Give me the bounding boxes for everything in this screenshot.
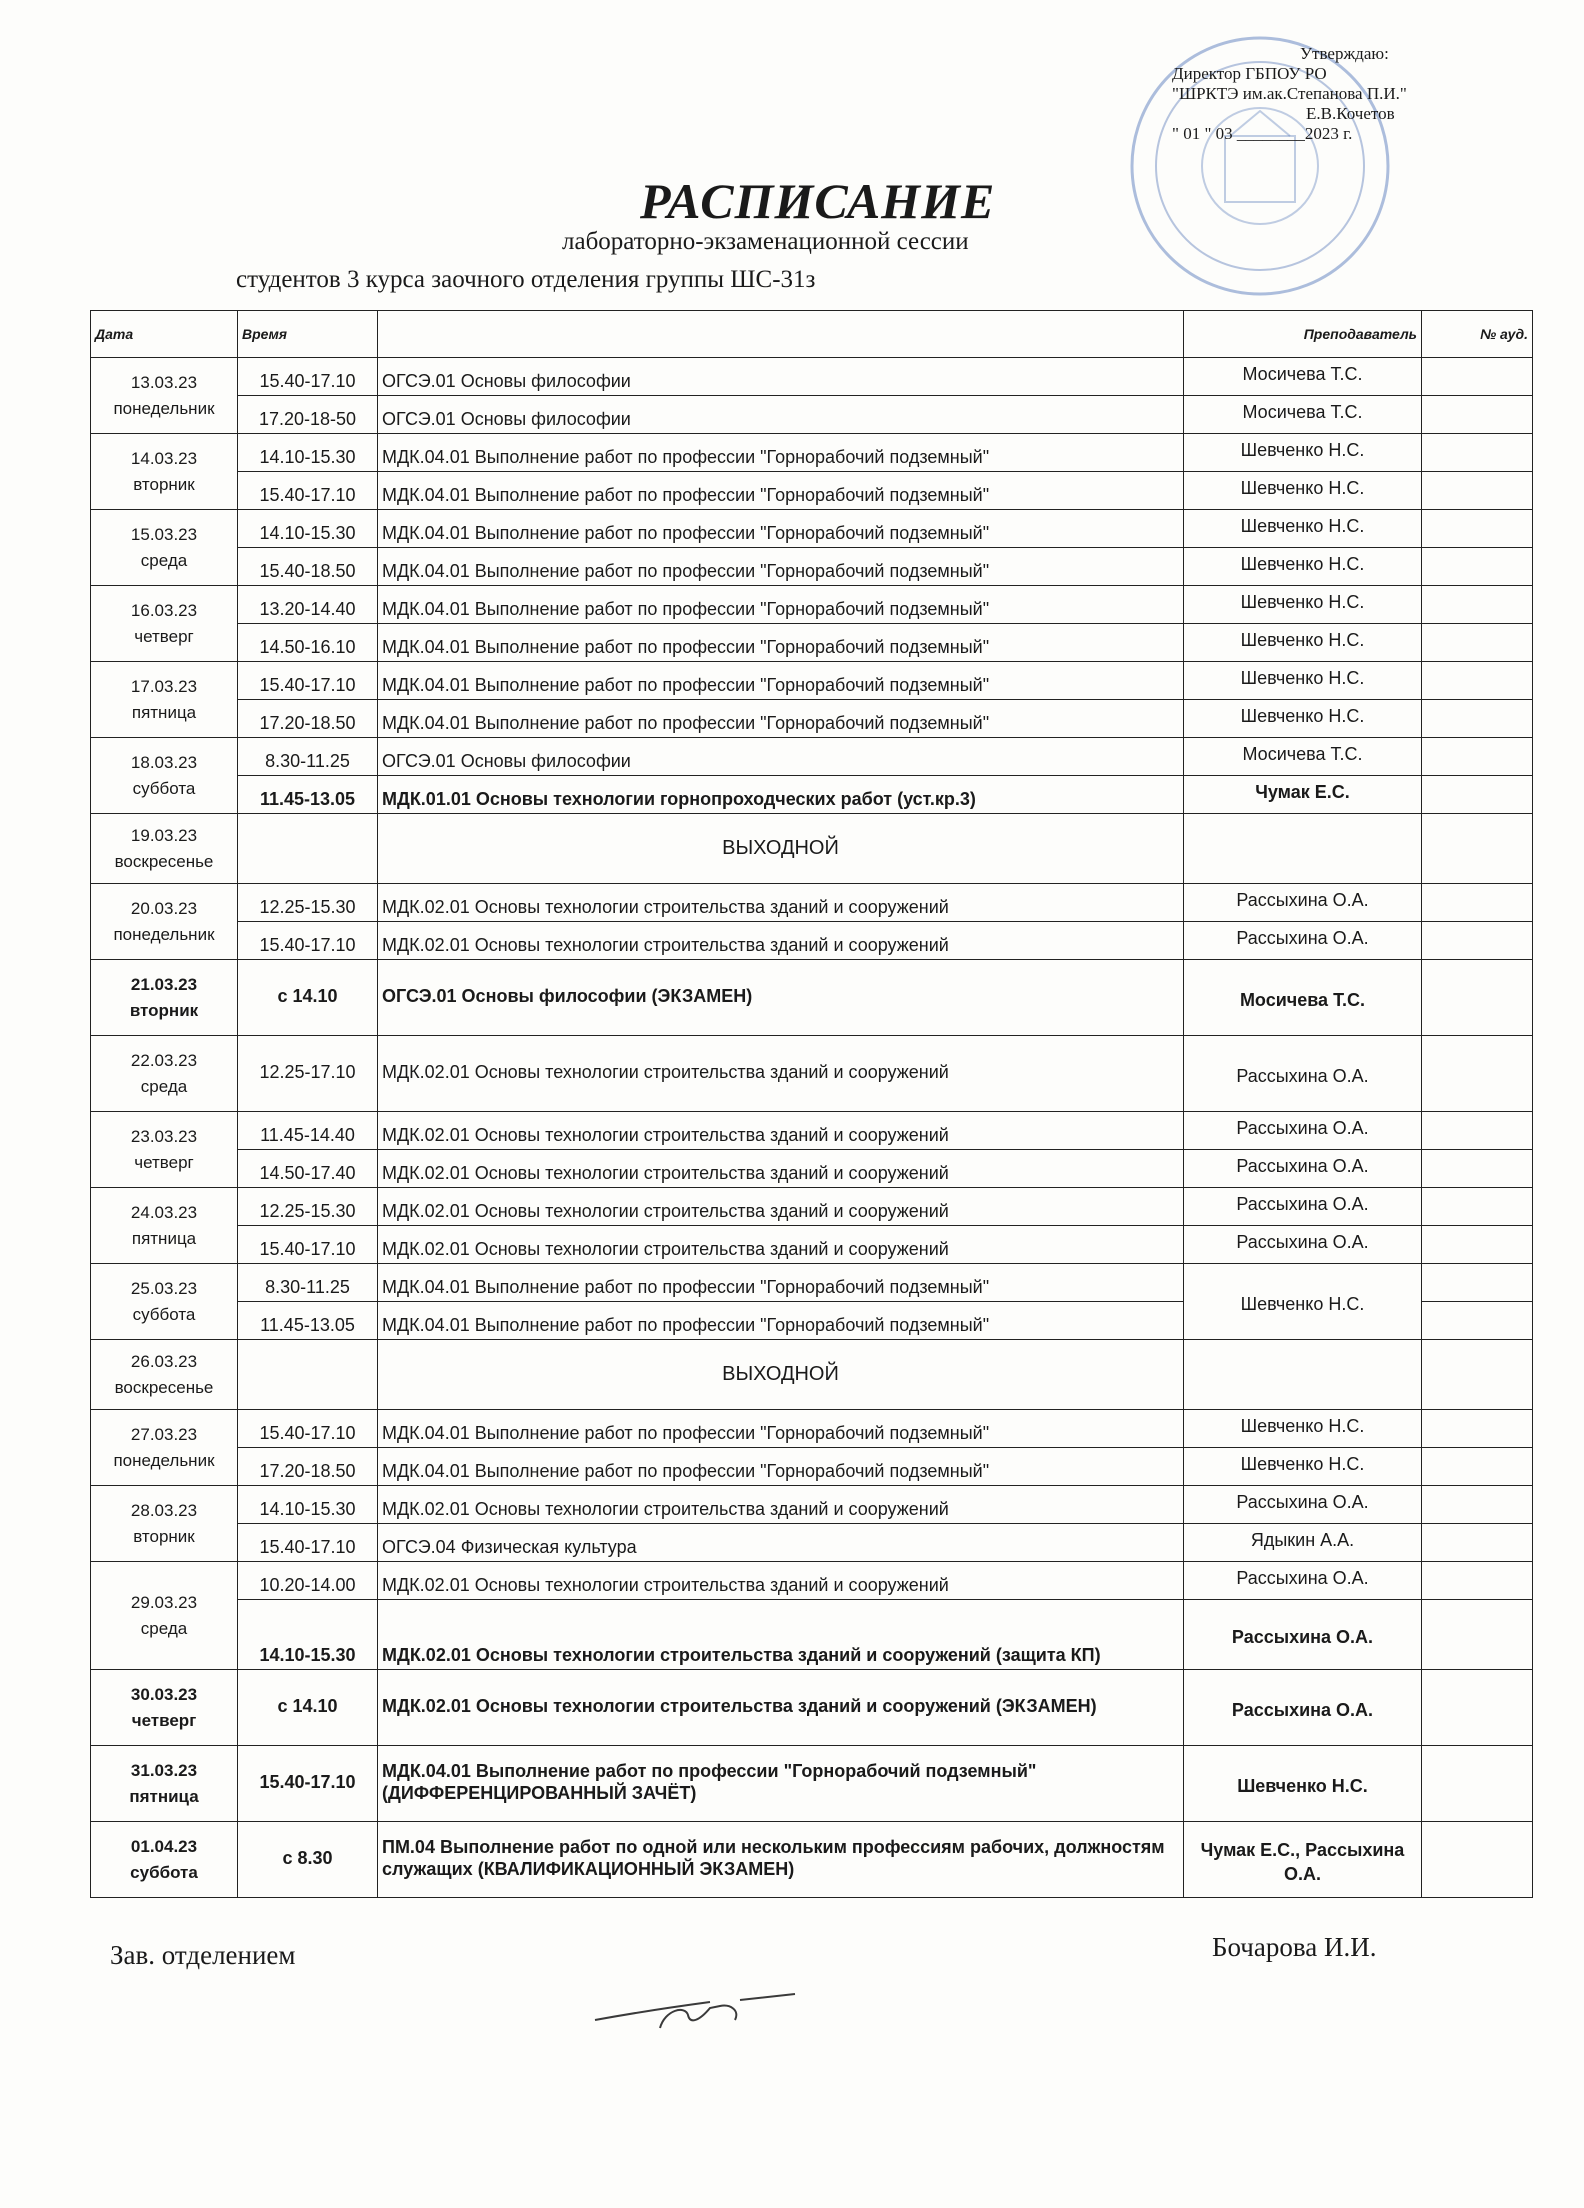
table-row [91, 548, 1533, 586]
date-value: 25.03.23 [130, 1278, 198, 1298]
time-cell: 15.40-17.10 [238, 922, 378, 960]
time-cell: 11.45-13.05 [238, 776, 378, 814]
table-row [91, 1264, 1533, 1302]
date-value: 24.03.23 [130, 1202, 198, 1222]
table-row [91, 700, 1533, 738]
date-cell [91, 510, 238, 586]
subject-cell: МДК.02.01 Основы технологии строительства зданий и сооружений [378, 1036, 1184, 1112]
subject-cell: МДК.04.01 Выполнение работ по профессии "Горнорабочий подземный" [378, 548, 1184, 586]
room-cell [1422, 586, 1533, 624]
room-cell [1422, 548, 1533, 586]
table-row [91, 1524, 1533, 1562]
teacher-cell: Шевченко Н.С. [1184, 700, 1422, 738]
room-cell [1422, 1036, 1533, 1112]
approval-line: Утверждаю: [1300, 44, 1389, 63]
approval-line: "ШРКТЭ им.ак.Степанова П.И." [1172, 84, 1407, 103]
subject-cell: МДК.04.01 Выполнение работ по профессии "Горнорабочий подземный" [378, 510, 1184, 548]
time-cell: 15.40-17.10 [238, 472, 378, 510]
table-row [91, 1562, 1533, 1600]
subject-cell: МДК.02.01 Основы технологии строительства зданий и сооружений [378, 1112, 1184, 1150]
subject-cell: МДК.04.01 Выполнение работ по профессии "Горнорабочий подземный" [378, 1264, 1184, 1302]
time-cell: 11.45-13.05 [238, 1302, 378, 1340]
subject-cell: МДК.02.01 Основы технологии строительства зданий и сооружений [378, 1226, 1184, 1264]
teacher-cell: Шевченко Н.С. [1184, 434, 1422, 472]
room-cell [1422, 922, 1533, 960]
subject-cell: МДК.04.01 Выполнение работ по профессии "Горнорабочий подземный" [378, 662, 1184, 700]
room-cell [1422, 1302, 1533, 1340]
time-cell: 15.40-18.50 [238, 548, 378, 586]
teacher-cell: Рассыхина О.А. [1184, 1150, 1422, 1188]
date-value: 16.03.23 [130, 600, 198, 620]
approval-block [1172, 44, 1442, 144]
date-value: 23.03.23 [130, 1126, 198, 1146]
teacher-cell: Мосичева Т.С. [1184, 396, 1422, 434]
room-cell [1422, 700, 1533, 738]
time-cell: 8.30-11.25 [238, 738, 378, 776]
room-cell [1422, 472, 1533, 510]
time-cell: 10.20-14.00 [238, 1562, 378, 1600]
subject-cell: ОГСЭ.01 Основы философии [378, 738, 1184, 776]
weekday-value: вторник [129, 1000, 199, 1020]
table-row [91, 960, 1533, 1036]
table-row [91, 1448, 1533, 1486]
date-cell [91, 1822, 238, 1898]
approval-line: Е.В.Кочетов [1306, 104, 1395, 123]
header-date: Дата [91, 311, 238, 358]
time-cell: 15.40-17.10 [238, 1410, 378, 1448]
table-row [91, 1486, 1533, 1524]
time-cell: 14.50-17.40 [238, 1150, 378, 1188]
time-cell: 15.40-17.10 [238, 1524, 378, 1562]
date-cell [91, 1486, 238, 1562]
weekday-value: среда [140, 1618, 188, 1638]
subject-cell: МДК.04.01 Выполнение работ по профессии "Горнорабочий подземный" [378, 1448, 1184, 1486]
footer-position: Зав. отделением [110, 1940, 296, 1970]
date-value: 22.03.23 [130, 1050, 198, 1070]
room-cell [1422, 396, 1533, 434]
time-cell: 12.25-15.30 [238, 884, 378, 922]
room-cell [1422, 434, 1533, 472]
signature [590, 1980, 800, 2040]
subject-cell: МДК.04.01 Выполнение работ по профессии "Горнорабочий подземный" [378, 472, 1184, 510]
room-cell [1422, 960, 1533, 1036]
table-row-day-off [91, 814, 1533, 884]
subject-cell: МДК.02.01 Основы технологии строительства зданий и сооружений (ЭКЗАМЕН) [378, 1670, 1184, 1746]
table-row [91, 776, 1533, 814]
table-row [91, 1670, 1533, 1746]
table-row [91, 922, 1533, 960]
subject-cell: МДК.02.01 Основы технологии строительства зданий и сооружений [378, 1562, 1184, 1600]
subject-cell: ОГСЭ.01 Основы философии [378, 396, 1184, 434]
room-cell [1422, 1188, 1533, 1226]
room-cell [1422, 738, 1533, 776]
teacher-cell [1184, 1340, 1422, 1410]
teacher-cell: Рассыхина О.А. [1184, 1112, 1422, 1150]
teacher-cell: Рассыхина О.А. [1184, 1226, 1422, 1264]
weekday-value: воскресенье [114, 851, 214, 871]
approval-date: " 01 " 03 ________2023 г. [1172, 124, 1353, 143]
room-cell [1422, 1822, 1533, 1898]
date-cell [91, 1340, 238, 1410]
subject-cell: МДК.01.01 Основы технологии горнопроходческих работ (уст.кр.3) [378, 776, 1184, 814]
weekday-value: среда [140, 550, 188, 570]
teacher-cell: Шевченко Н.С. [1184, 1264, 1422, 1340]
subject-cell: МДК.02.01 Основы технологии строительства зданий и сооружений [378, 1188, 1184, 1226]
room-cell [1422, 624, 1533, 662]
teacher-cell: Шевченко Н.С. [1184, 1410, 1422, 1448]
teacher-cell: Шевченко Н.С. [1184, 662, 1422, 700]
weekday-value: понедельник [113, 924, 215, 944]
room-cell [1422, 1112, 1533, 1150]
room-cell [1422, 1226, 1533, 1264]
day-off-label: ВЫХОДНОЙ [378, 1340, 1184, 1410]
room-cell [1422, 1264, 1533, 1302]
table-row [91, 510, 1533, 548]
teacher-cell: Чумак Е.С., Рассыхина О.А. [1184, 1822, 1422, 1898]
teacher-cell: Чумак Е.С. [1184, 776, 1422, 814]
weekday-value: воскресенье [114, 1377, 214, 1397]
time-cell: 14.10-15.30 [238, 510, 378, 548]
date-cell [91, 814, 238, 884]
table-row [91, 1746, 1533, 1822]
teacher-cell: Рассыхина О.А. [1184, 1600, 1422, 1670]
room-cell [1422, 884, 1533, 922]
subject-cell: МДК.02.01 Основы технологии строительства зданий и сооружений (защита КП) [378, 1600, 1184, 1670]
date-cell [91, 434, 238, 510]
date-cell [91, 1746, 238, 1822]
table-row [91, 586, 1533, 624]
page-title: РАСПИСАНИЕ [640, 173, 996, 229]
header-subject [378, 311, 1184, 358]
date-value: 13.03.23 [130, 372, 198, 392]
subject-cell: МДК.04.01 Выполнение работ по профессии "Горнорабочий подземный" [378, 1302, 1184, 1340]
time-cell: 14.10-15.30 [238, 1600, 378, 1670]
table-row [91, 434, 1533, 472]
table-row [91, 624, 1533, 662]
room-cell [1422, 662, 1533, 700]
time-cell: с 14.10 [238, 1670, 378, 1746]
table-row [91, 884, 1533, 922]
time-cell: 17.20-18.50 [238, 700, 378, 738]
table-row [91, 1600, 1533, 1670]
teacher-cell: Рассыхина О.А. [1184, 1562, 1422, 1600]
table-row [91, 1112, 1533, 1150]
teacher-cell: Рассыхина О.А. [1184, 922, 1422, 960]
subject-cell: МДК.02.01 Основы технологии строительства зданий и сооружений [378, 1150, 1184, 1188]
date-value: 29.03.23 [130, 1592, 198, 1612]
date-value: 18.03.23 [130, 752, 198, 772]
room-cell [1422, 814, 1533, 884]
table-row [91, 1188, 1533, 1226]
room-cell [1422, 1410, 1533, 1448]
header-time: Время [238, 311, 378, 358]
time-cell: 17.20-18.50 [238, 1448, 378, 1486]
date-value: 30.03.23 [130, 1684, 198, 1704]
header-room: № ауд. [1422, 311, 1533, 358]
weekday-value: четверг [134, 626, 194, 646]
date-cell [91, 1562, 238, 1670]
date-value: 14.03.23 [130, 448, 198, 468]
weekday-value: вторник [133, 1526, 195, 1546]
approval-line: Директор ГБПОУ РО [1172, 64, 1327, 83]
room-cell [1422, 358, 1533, 396]
table-row [91, 358, 1533, 396]
teacher-cell: Шевченко Н.С. [1184, 1746, 1422, 1822]
subject-cell: МДК.02.01 Основы технологии строительства зданий и сооружений [378, 884, 1184, 922]
time-cell: 14.50-16.10 [238, 624, 378, 662]
room-cell [1422, 1486, 1533, 1524]
date-cell [91, 1670, 238, 1746]
date-cell [91, 358, 238, 434]
day-off-label: ВЫХОДНОЙ [378, 814, 1184, 884]
weekday-value: вторник [133, 474, 195, 494]
weekday-value: понедельник [113, 1450, 215, 1470]
date-value: 31.03.23 [130, 1760, 198, 1780]
table-row [91, 1822, 1533, 1898]
date-cell [91, 960, 238, 1036]
time-cell: 15.40-17.10 [238, 358, 378, 396]
subject-cell: ОГСЭ.01 Основы философии [378, 358, 1184, 396]
subject-cell: МДК.04.01 Выполнение работ по профессии "Горнорабочий подземный" [378, 434, 1184, 472]
date-value: 15.03.23 [130, 524, 198, 544]
time-cell: 14.10-15.30 [238, 1486, 378, 1524]
table-row [91, 396, 1533, 434]
header-teacher: Преподаватель [1184, 311, 1422, 358]
subject-cell: ОГСЭ.04 Физическая культура [378, 1524, 1184, 1562]
weekday-value: суббота [130, 1862, 198, 1882]
teacher-cell: Шевченко Н.С. [1184, 548, 1422, 586]
schedule-table [90, 310, 1533, 1898]
time-cell: с 8.30 [238, 1822, 378, 1898]
teacher-cell: Мосичева Т.С. [1184, 358, 1422, 396]
weekday-value: суббота [132, 1304, 196, 1324]
table-row [91, 738, 1533, 776]
teacher-cell: Рассыхина О.А. [1184, 1036, 1422, 1112]
date-value: 26.03.23 [130, 1351, 198, 1371]
room-cell [1422, 776, 1533, 814]
subject-cell: МДК.04.01 Выполнение работ по профессии "Горнорабочий подземный"(ДИФФЕРЕНЦИРОВАННЫЙ ЗАЧЁТ) [378, 1746, 1184, 1822]
teacher-cell: Шевченко Н.С. [1184, 510, 1422, 548]
table-row-day-off [91, 1340, 1533, 1410]
time-cell: 12.25-15.30 [238, 1188, 378, 1226]
subject-cell: ОГСЭ.01 Основы философии (ЭКЗАМЕН) [378, 960, 1184, 1036]
time-cell: 15.40-17.10 [238, 662, 378, 700]
table-row [91, 1036, 1533, 1112]
date-cell [91, 1188, 238, 1264]
date-value: 17.03.23 [130, 676, 198, 696]
subject-cell: МДК.04.01 Выполнение работ по профессии "Горнорабочий подземный" [378, 624, 1184, 662]
date-cell [91, 1112, 238, 1188]
date-cell [91, 884, 238, 960]
room-cell [1422, 1746, 1533, 1822]
time-cell: с 14.10 [238, 960, 378, 1036]
schedule-body [91, 358, 1533, 1898]
table-row [91, 1226, 1533, 1264]
time-cell [238, 1340, 378, 1410]
teacher-cell: Рассыхина О.А. [1184, 884, 1422, 922]
footer-name: Бочарова И.И. [1212, 1932, 1377, 1962]
date-cell [91, 1036, 238, 1112]
weekday-value: суббота [132, 778, 196, 798]
teacher-cell: Шевченко Н.С. [1184, 586, 1422, 624]
time-cell: 12.25-17.10 [238, 1036, 378, 1112]
subject-cell: МДК.02.01 Основы технологии строительства зданий и сооружений [378, 1486, 1184, 1524]
subject-cell: ПМ.04 Выполнение работ по одной или нескольким профессиям рабочих, должностям служащих (КВАЛИФИКАЦИОННЫЙ ЭКЗАМЕН) [378, 1822, 1184, 1898]
date-cell [91, 1264, 238, 1340]
date-value: 01.04.23 [130, 1836, 198, 1856]
room-cell [1422, 1448, 1533, 1486]
date-value: 19.03.23 [130, 825, 198, 845]
teacher-cell: Шевченко Н.С. [1184, 472, 1422, 510]
weekday-value: пятница [131, 1228, 197, 1248]
time-cell: 17.20-18-50 [238, 396, 378, 434]
table-row [91, 662, 1533, 700]
room-cell [1422, 1600, 1533, 1670]
date-cell [91, 1410, 238, 1486]
teacher-cell: Рассыхина О.А. [1184, 1188, 1422, 1226]
weekday-value: четверг [131, 1710, 197, 1730]
weekday-value: пятница [129, 1786, 199, 1806]
room-cell [1422, 1150, 1533, 1188]
date-cell [91, 738, 238, 814]
room-cell [1422, 1340, 1533, 1410]
subject-cell: МДК.04.01 Выполнение работ по профессии "Горнорабочий подземный" [378, 1410, 1184, 1448]
table-row [91, 1150, 1533, 1188]
weekday-value: пятница [131, 702, 197, 722]
date-value: 20.03.23 [130, 898, 198, 918]
teacher-cell [1184, 814, 1422, 884]
teacher-cell: Ядыкин А.А. [1184, 1524, 1422, 1562]
teacher-cell: Мосичева Т.С. [1184, 738, 1422, 776]
time-cell: 8.30-11.25 [238, 1264, 378, 1302]
time-cell [238, 814, 378, 884]
date-cell [91, 586, 238, 662]
table-header-row [91, 311, 1533, 358]
time-cell: 14.10-15.30 [238, 434, 378, 472]
weekday-value: четверг [134, 1152, 194, 1172]
time-cell: 11.45-14.40 [238, 1112, 378, 1150]
date-value: 21.03.23 [130, 974, 198, 994]
page-subtitle: лабораторно-экзаменационной сессии [562, 228, 969, 255]
time-cell: 13.20-14.40 [238, 586, 378, 624]
room-cell [1422, 1562, 1533, 1600]
room-cell [1422, 1524, 1533, 1562]
teacher-cell: Рассыхина О.А. [1184, 1486, 1422, 1524]
page-subtitle-group: студентов 3 курса заочного отделения группы ШС-31з [236, 266, 816, 293]
weekday-value: среда [140, 1076, 188, 1096]
date-cell [91, 662, 238, 738]
date-value: 28.03.23 [130, 1500, 198, 1520]
subject-cell: МДК.04.01 Выполнение работ по профессии "Горнорабочий подземный" [378, 586, 1184, 624]
table-row [91, 1410, 1533, 1448]
table-row [91, 472, 1533, 510]
teacher-cell: Рассыхина О.А. [1184, 1670, 1422, 1746]
time-cell: 15.40-17.10 [238, 1746, 378, 1822]
weekday-value: понедельник [113, 398, 215, 418]
subject-cell: МДК.02.01 Основы технологии строительства зданий и сооружений [378, 922, 1184, 960]
subject-cell: МДК.04.01 Выполнение работ по профессии "Горнорабочий подземный" [378, 700, 1184, 738]
date-value: 27.03.23 [130, 1424, 198, 1444]
teacher-cell: Шевченко Н.С. [1184, 624, 1422, 662]
room-cell [1422, 510, 1533, 548]
room-cell [1422, 1670, 1533, 1746]
time-cell: 15.40-17.10 [238, 1226, 378, 1264]
teacher-cell: Шевченко Н.С. [1184, 1448, 1422, 1486]
teacher-cell: Мосичева Т.С. [1184, 960, 1422, 1036]
